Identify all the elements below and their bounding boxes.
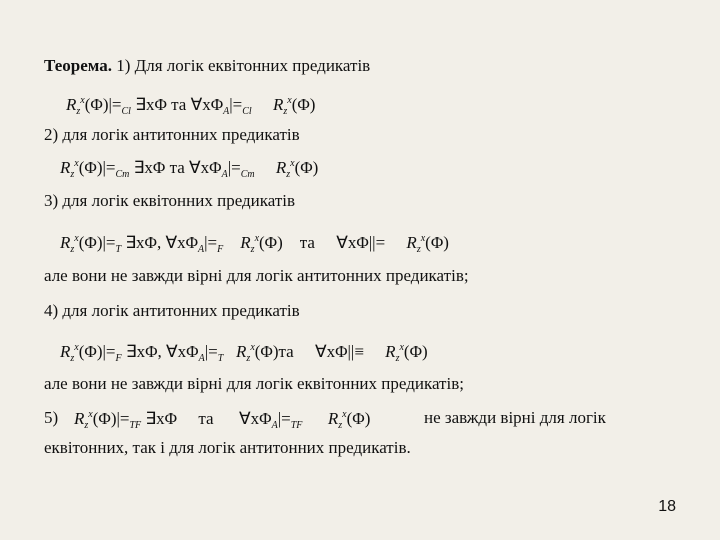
formula-5: $R_z^x(\Phi)|=_{TF}$ ∃xΦ та $\forall x\Phi_A|=_{TF}$ $R_z^x(\Phi)$ xyxy=(74,409,371,431)
item-4-note: але вони не завжди вірні для логік еквітонних предикатів; xyxy=(44,374,464,393)
theorem-line-1 xyxy=(44,55,370,77)
item-1-text: 1) Для логік еквітонних предикатів xyxy=(116,56,371,75)
page-number: 18 xyxy=(658,498,676,515)
item-5-end: еквітонних, так і для логік антитонних предикатів. xyxy=(44,438,411,457)
theorem-head: Теорема. xyxy=(44,56,112,75)
formula-3: $R_z^x(\Phi)|=_T$ ∃xΦ, $\forall x\Phi_A|=_F$ $R_z^x(\Phi)$ та ∀xΦ||= $R_z^x(\Phi)$ xyxy=(60,233,449,255)
item-5-num: 5) xyxy=(44,408,59,427)
formula-1: $R_z^x(\Phi)|=_{Cl}$ ∃xΦ та $\forall x\Phi_A|=_{Cl}$ $R_z^x(\Phi)$ xyxy=(66,95,316,117)
formula-2: $R_z^x(\Phi)|=_{Cm}$ ∃xΦ та $\forall x\Phi_A|=_{Cm}$ $R_z^x(\Phi)$ xyxy=(60,158,319,180)
formula-4: $R_z^x(\Phi)|=_F$ ∃xΦ, $\forall x\Phi_A|=_T$ $R_z^x(\Phi)та$ ∀xΦ||≡ $R_z^x(\Phi)$ xyxy=(60,342,428,364)
item-3-note: але вони не завжди вірні для логік антитонних предикатів; xyxy=(44,266,469,285)
item-4-text: 4) для логік антитонних предикатів xyxy=(44,301,300,320)
item-3-text: 3) для логік еквітонних предикатів xyxy=(44,191,296,210)
item-2-text: 2) для логік антитонних предикатів xyxy=(44,125,300,144)
item-5-tail: не завжди вірні для логік xyxy=(424,408,606,427)
